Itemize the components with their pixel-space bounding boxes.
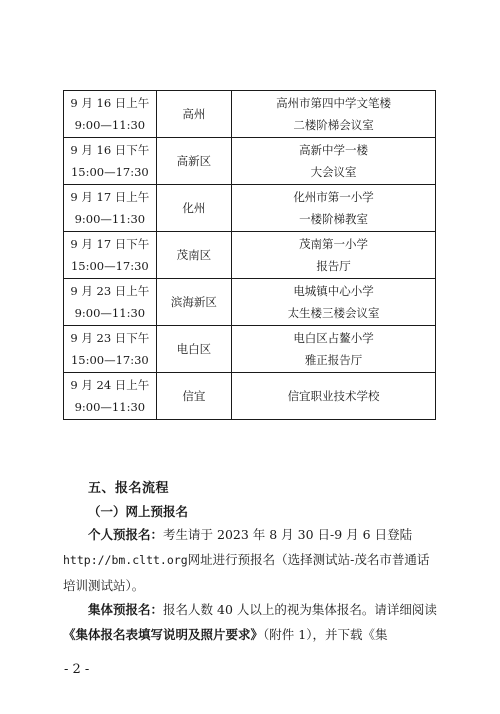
time-cell (64, 232, 157, 279)
table-row (64, 232, 436, 279)
time-text: 9 月 16 日上午 (70, 96, 150, 110)
venue-text: 雅正报告厅 (304, 353, 363, 367)
table-row (64, 185, 436, 232)
venue-text: 电城镇中心小学 (293, 284, 374, 298)
area-cell: 滨海新区 (156, 279, 231, 326)
registration-url: http://bm.cltt.org (63, 553, 188, 567)
schedule-table-body (64, 91, 436, 420)
area-cell: 化州 (156, 185, 231, 232)
time-cell (64, 373, 157, 420)
venue-text: 二楼阶梯会议室 (293, 118, 374, 132)
table-row (64, 326, 436, 373)
individual-registration-paragraph (63, 522, 441, 598)
venue-cell (232, 232, 436, 279)
time-cell (64, 91, 157, 138)
time-text: 9:00—11:30 (74, 118, 146, 132)
area-cell: 信宜 (156, 373, 231, 420)
section-heading: 五、报名流程 (88, 481, 170, 496)
area-cell: 高州 (156, 91, 231, 138)
venue-text: 高州市第四中学文笔楼 (276, 96, 392, 110)
venue-cell (232, 373, 436, 420)
time-text: 9 月 17 日下午 (70, 237, 150, 251)
area-cell: 茂南区 (156, 232, 231, 279)
venue-cell (232, 91, 436, 138)
time-text: 15:00—17:30 (70, 353, 149, 367)
time-text: 9 月 24 日上午 (70, 378, 150, 392)
time-text: 9:00—11:30 (74, 306, 146, 320)
time-cell (64, 185, 157, 232)
subsection-heading: （一）网上预报名 (88, 504, 189, 519)
individual-registration-text-a: 考生请于 2023 年 8 月 30 日-9 月 6 日登陆 (163, 527, 413, 542)
time-text: 9:00—11:30 (74, 212, 146, 226)
time-text: 9:00—11:30 (74, 400, 146, 414)
area-cell: 电白区 (156, 326, 231, 373)
venue-cell (232, 185, 436, 232)
time-text: 15:00—17:30 (70, 259, 149, 273)
venue-text: 化州市第一小学 (293, 190, 374, 204)
individual-registration-text-b: 网址进行预报名（选择测试站-茂名市普通话培训测试站）。 (63, 552, 430, 593)
group-registration-text-a: 报名人数 40 人以上的视为集体报名。请详细阅读 (163, 602, 437, 617)
group-registration-paragraph (63, 597, 441, 647)
time-text: 15:00—17:30 (70, 165, 149, 179)
venue-cell (232, 279, 436, 326)
venue-cell (232, 138, 436, 185)
table-row (64, 91, 436, 138)
time-text: 9 月 23 日下午 (70, 331, 150, 345)
table-row (64, 373, 436, 420)
table-row (64, 279, 436, 326)
table-row (64, 138, 436, 185)
individual-registration-lead: 个人预报名： (88, 527, 164, 542)
time-text: 9 月 23 日上午 (70, 284, 150, 298)
venue-text: 太生楼三楼会议室 (287, 306, 380, 320)
venue-text: 茂南第一小学 (299, 237, 369, 251)
page-number: - 2 - (64, 662, 90, 677)
venue-text: 电白区占鳌小学 (293, 331, 374, 345)
venue-cell (232, 326, 436, 373)
time-text: 9 月 17 日上午 (70, 190, 150, 204)
venue-text: 一楼阶梯教室 (299, 212, 369, 226)
time-text: 9 月 16 日下午 (70, 143, 150, 157)
venue-text: 信宜职业技术学校 (287, 389, 380, 403)
venue-text: 大会议室 (310, 165, 357, 179)
test-schedule-table (63, 90, 436, 420)
group-registration-bold-title: 《集体报名表填写说明及照片要求》 (63, 627, 264, 642)
time-cell (64, 279, 157, 326)
time-cell (64, 326, 157, 373)
group-registration-lead: 集体预报名： (88, 602, 164, 617)
venue-text: 报告厅 (316, 259, 351, 273)
time-cell (64, 138, 157, 185)
area-cell: 高新区 (156, 138, 231, 185)
group-registration-text-b: （附件 1），并下载《集 (263, 627, 388, 642)
venue-text: 高新中学一楼 (299, 143, 369, 157)
